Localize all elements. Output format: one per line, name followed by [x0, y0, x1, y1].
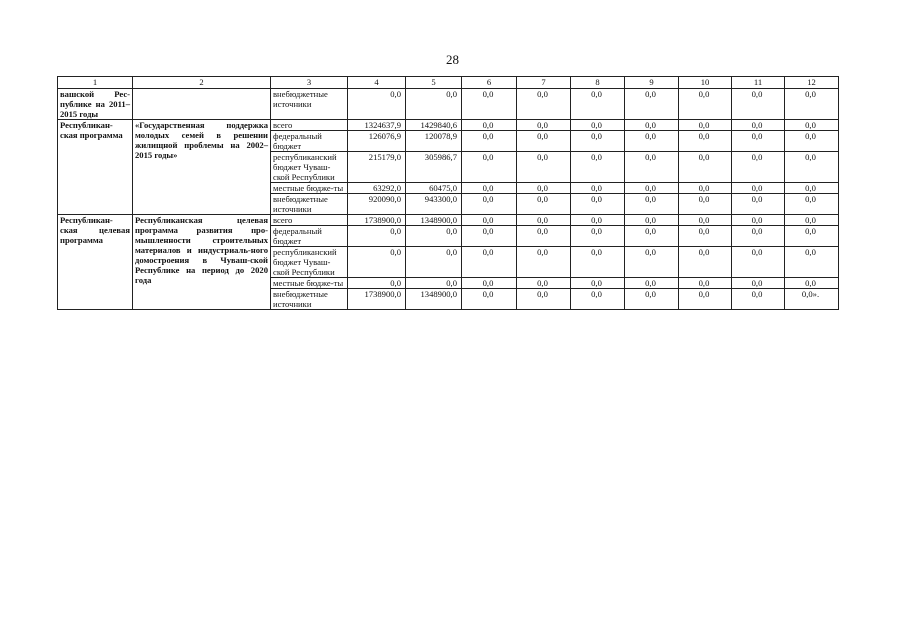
column-header: 5: [406, 77, 462, 89]
value-cell: 0,0: [785, 194, 839, 215]
column-header: 9: [625, 77, 679, 89]
value-cell: 0,0: [679, 131, 732, 152]
column-header: 11: [732, 77, 785, 89]
value-cell: 0,0: [571, 247, 625, 278]
value-cell: 0,0: [732, 289, 785, 310]
value-cell: 0,0: [732, 226, 785, 247]
value-cell: 0,0: [517, 131, 571, 152]
funding-source-cell: внебюджетные источники: [271, 289, 348, 310]
value-cell: 0,0: [625, 289, 679, 310]
program-type-cell: Республикан-ская целевая программа: [58, 215, 133, 310]
value-cell: 0,0: [785, 215, 839, 226]
value-cell: 0,0: [625, 278, 679, 289]
value-cell: 0,0: [571, 183, 625, 194]
funding-source-cell: всего: [271, 215, 348, 226]
value-cell: 0,0: [625, 89, 679, 120]
value-cell: 0,0: [625, 152, 679, 183]
value-cell: 0,0: [625, 194, 679, 215]
value-cell: 0,0: [679, 215, 732, 226]
budget-table: [57, 76, 839, 310]
table-row: [58, 89, 839, 120]
value-cell: 0,0: [406, 247, 462, 278]
value-cell: 0,0».: [785, 289, 839, 310]
value-cell: 0,0: [732, 215, 785, 226]
program-type-cell: вашской Рес-публике на 2011–2015 годы: [58, 89, 133, 120]
value-cell: 0,0: [785, 226, 839, 247]
value-cell: 1738900,0: [348, 289, 406, 310]
value-cell: 0,0: [348, 247, 406, 278]
value-cell: 0,0: [462, 183, 517, 194]
value-cell: 0,0: [571, 289, 625, 310]
value-cell: 0,0: [679, 89, 732, 120]
value-cell: 0,0: [571, 226, 625, 247]
value-cell: 0,0: [732, 247, 785, 278]
value-cell: 0,0: [517, 89, 571, 120]
program-title-cell: «Государственная поддержка молодых семей в решении жилищной проблемы на 2002–2015 годы»: [133, 120, 271, 215]
value-cell: 1429840,6: [406, 120, 462, 131]
funding-source-cell: всего: [271, 120, 348, 131]
value-cell: 0,0: [517, 215, 571, 226]
value-cell: 0,0: [517, 183, 571, 194]
value-cell: 943300,0: [406, 194, 462, 215]
value-cell: 0,0: [785, 120, 839, 131]
value-cell: 0,0: [732, 183, 785, 194]
value-cell: 0,0: [462, 278, 517, 289]
value-cell: 0,0: [462, 120, 517, 131]
value-cell: 0,0: [785, 131, 839, 152]
column-header: 4: [348, 77, 406, 89]
value-cell: 63292,0: [348, 183, 406, 194]
value-cell: 0,0: [571, 152, 625, 183]
program-title-cell: Республиканская целевая программа развития про-мышленности строительных материалов и индустриаль-ного домостроения в Чуваш-ской Республике на период до 2020 года: [133, 215, 271, 310]
value-cell: 0,0: [517, 226, 571, 247]
value-cell: 0,0: [462, 131, 517, 152]
value-cell: 120078,9: [406, 131, 462, 152]
value-cell: 0,0: [785, 247, 839, 278]
value-cell: 0,0: [517, 289, 571, 310]
value-cell: 0,0: [625, 120, 679, 131]
funding-source-cell: внебюджетные источники: [271, 194, 348, 215]
funding-source-cell: федеральный бюджет: [271, 226, 348, 247]
value-cell: 0,0: [732, 131, 785, 152]
funding-source-cell: республиканский бюджет Чуваш-ской Республики: [271, 152, 348, 183]
column-header: 3: [271, 77, 348, 89]
value-cell: 0,0: [732, 120, 785, 131]
value-cell: 0,0: [517, 278, 571, 289]
column-header: 7: [517, 77, 571, 89]
value-cell: 215179,0: [348, 152, 406, 183]
value-cell: 0,0: [571, 89, 625, 120]
value-cell: 0,0: [732, 152, 785, 183]
value-cell: 126076,9: [348, 131, 406, 152]
program-title-cell: [133, 89, 271, 120]
value-cell: 0,0: [571, 194, 625, 215]
value-cell: 0,0: [517, 152, 571, 183]
funding-source-cell: местные бюдже-ты: [271, 183, 348, 194]
value-cell: 920090,0: [348, 194, 406, 215]
value-cell: 0,0: [679, 120, 732, 131]
value-cell: 0,0: [571, 131, 625, 152]
value-cell: 0,0: [462, 89, 517, 120]
value-cell: 1348900,0: [406, 289, 462, 310]
value-cell: 0,0: [571, 120, 625, 131]
funding-source-cell: федеральный бюджет: [271, 131, 348, 152]
value-cell: 0,0: [785, 278, 839, 289]
value-cell: 0,0: [679, 183, 732, 194]
value-cell: 0,0: [732, 194, 785, 215]
program-type-cell: Республикан-ская программа: [58, 120, 133, 215]
value-cell: 0,0: [462, 226, 517, 247]
value-cell: 0,0: [462, 247, 517, 278]
value-cell: 0,0: [462, 194, 517, 215]
value-cell: 0,0: [348, 278, 406, 289]
value-cell: 0,0: [517, 247, 571, 278]
value-cell: 0,0: [406, 278, 462, 289]
value-cell: 1324637,9: [348, 120, 406, 131]
value-cell: 0,0: [785, 152, 839, 183]
value-cell: 1348900,0: [406, 215, 462, 226]
column-header: 8: [571, 77, 625, 89]
column-header: 2: [133, 77, 271, 89]
funding-source-cell: республиканский бюджет Чуваш-ской Республики: [271, 247, 348, 278]
value-cell: 0,0: [571, 215, 625, 226]
value-cell: 0,0: [625, 247, 679, 278]
value-cell: 0,0: [679, 247, 732, 278]
value-cell: 0,0: [625, 226, 679, 247]
value-cell: 305986,7: [406, 152, 462, 183]
value-cell: 0,0: [406, 89, 462, 120]
header-row: [58, 77, 839, 89]
value-cell: 0,0: [732, 278, 785, 289]
value-cell: 0,0: [462, 215, 517, 226]
value-cell: 0,0: [679, 152, 732, 183]
value-cell: 0,0: [462, 152, 517, 183]
value-cell: 0,0: [406, 226, 462, 247]
column-header: 6: [462, 77, 517, 89]
value-cell: 0,0: [571, 278, 625, 289]
column-header: 12: [785, 77, 839, 89]
value-cell: 0,0: [517, 194, 571, 215]
value-cell: 0,0: [625, 131, 679, 152]
table-row: [58, 215, 839, 226]
column-header: 10: [679, 77, 732, 89]
value-cell: 0,0: [348, 226, 406, 247]
funding-source-cell: местные бюдже-ты: [271, 278, 348, 289]
column-header: 1: [58, 77, 133, 89]
value-cell: 0,0: [679, 194, 732, 215]
value-cell: 0,0: [625, 215, 679, 226]
value-cell: 0,0: [785, 183, 839, 194]
table-row: [58, 120, 839, 131]
value-cell: 0,0: [625, 183, 679, 194]
value-cell: 1738900,0: [348, 215, 406, 226]
page-number: 28: [446, 52, 459, 67]
value-cell: 0,0: [679, 278, 732, 289]
value-cell: 0,0: [517, 120, 571, 131]
value-cell: 0,0: [679, 226, 732, 247]
funding-source-cell: внебюджетные источники: [271, 89, 348, 120]
value-cell: 0,0: [785, 89, 839, 120]
value-cell: 0,0: [348, 89, 406, 120]
value-cell: 0,0: [462, 289, 517, 310]
value-cell: 0,0: [679, 289, 732, 310]
value-cell: 60475,0: [406, 183, 462, 194]
value-cell: 0,0: [732, 89, 785, 120]
